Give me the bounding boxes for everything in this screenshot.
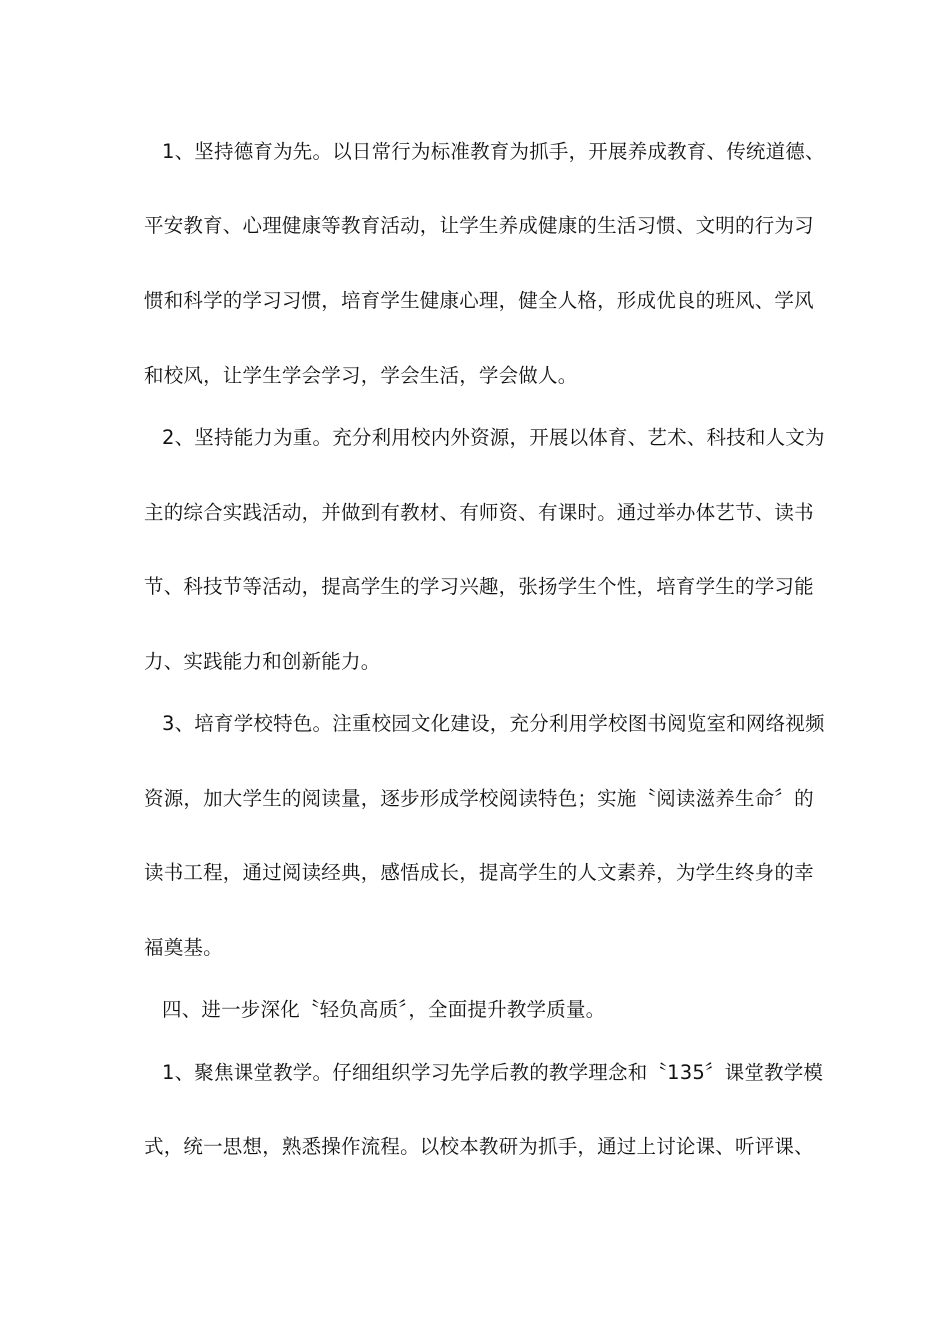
paragraph-2-line-3: 节、科技节等活动，提高学生的学习兴趣，张扬学生个性，培育学生的学习能	[144, 575, 814, 598]
paragraph-5-line-1: 1、聚焦课堂教学。仔细组织学习先学后教的教学理念和〝135〞课堂教学模	[162, 1061, 824, 1084]
paragraph-2-line-2: 主的综合实践活动，并做到有教材、有师资、有课时。通过举办体艺节、读书	[144, 501, 814, 524]
paragraph-1-line-3: 惯和科学的学习习惯，培育学生健康心理，健全人格，形成优良的班风、学风	[144, 289, 814, 312]
paragraph-3-line-4: 福奠基。	[144, 936, 223, 959]
paragraph-3-line-3: 读书工程，通过阅读经典，感悟成长，提高学生的人文素养，为学生终身的幸	[144, 861, 814, 884]
paragraph-5-line-2: 式，统一思想，熟悉操作流程。以校本教研为抓手，通过上讨论课、听评课、	[144, 1135, 814, 1158]
paragraph-1-line-4: 和校风，让学生学会学习，学会生活，学会做人。	[144, 364, 578, 387]
paragraph-3-line-1: 3、培育学校特色。注重校园文化建设，充分利用学校图书阅览室和网络视频	[162, 712, 825, 735]
paragraph-2-line-1: 2、坚持能力为重。充分利用校内外资源，开展以体育、艺术、科技和人文为	[162, 426, 825, 449]
paragraph-2-line-4: 力、实践能力和创新能力。	[144, 650, 381, 673]
paragraph-1-line-1: 1、坚持德育为先。以日常行为标准教育为抓手，开展养成教育、传统道德、	[162, 140, 825, 163]
paragraph-1-line-2: 平安教育、心理健康等教育活动，让学生养成健康的生活习惯、文明的行为习	[144, 214, 814, 237]
section-heading-4: 四、进一步深化〝轻负高质〞，全面提升教学质量。	[162, 998, 606, 1021]
paragraph-3-line-2: 资源，加大学生的阅读量，逐步形成学校阅读特色；实施〝阅读滋养生命〞的	[144, 787, 814, 810]
